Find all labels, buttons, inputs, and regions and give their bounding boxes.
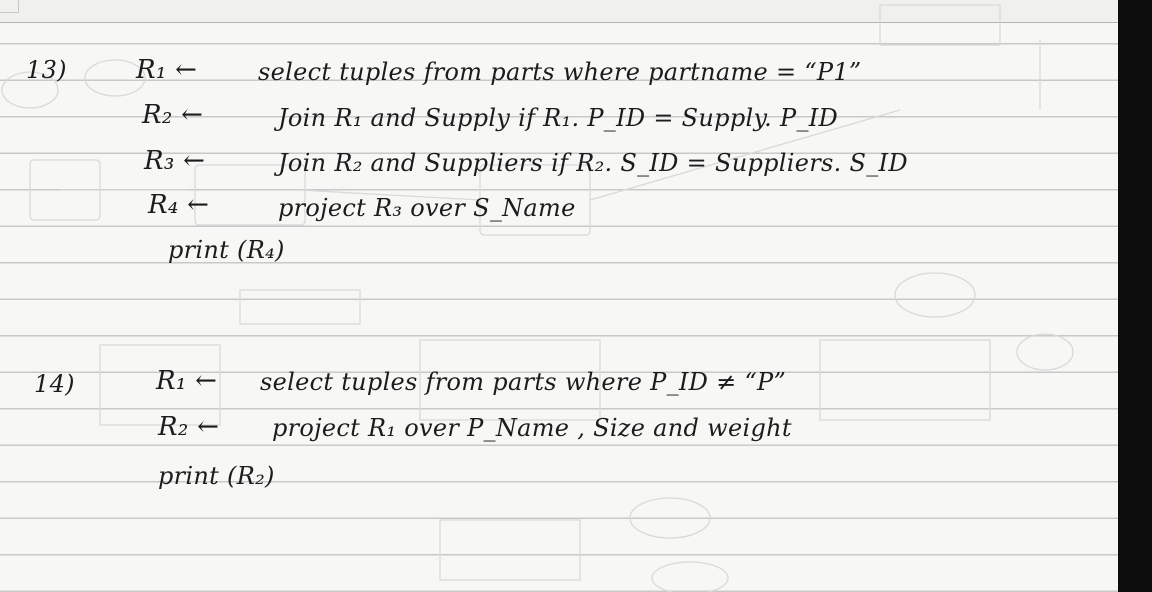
q13-r4-label: R₄ ←	[148, 190, 210, 220]
scan-border	[1118, 0, 1152, 592]
q14-print-statement: print (R₂)	[158, 462, 275, 490]
q13-r1-label: R₁ ←	[136, 55, 198, 85]
q13-r2-statement: Join R₁ and Supply if R₁. P_ID = Supply. P_ID	[278, 104, 839, 132]
question-14-number: 14)	[34, 370, 75, 398]
page-top-edge	[0, 0, 1118, 23]
question-13-number: 13)	[26, 56, 67, 84]
q14-r1-label: R₁ ←	[156, 366, 218, 396]
q13-r1-statement: select tuples from parts where partname = “P1”	[258, 58, 862, 86]
q14-r2-label: R₂ ←	[158, 412, 220, 442]
q14-r2-statement: project R₁ over P_Name , Size and weight	[272, 414, 792, 442]
q13-r4-statement: project R₃ over S_Name	[278, 194, 576, 222]
q13-print-statement: print (R₄)	[168, 236, 285, 264]
q14-r1-statement: select tuples from parts where P_ID ≠ “P”	[260, 368, 787, 396]
q13-r3-label: R₃ ←	[144, 146, 206, 176]
q13-r2-label: R₂ ←	[142, 100, 204, 130]
q13-r3-statement: Join R₂ and Suppliers if R₂. S_ID = Suppliers. S_ID	[278, 149, 908, 177]
